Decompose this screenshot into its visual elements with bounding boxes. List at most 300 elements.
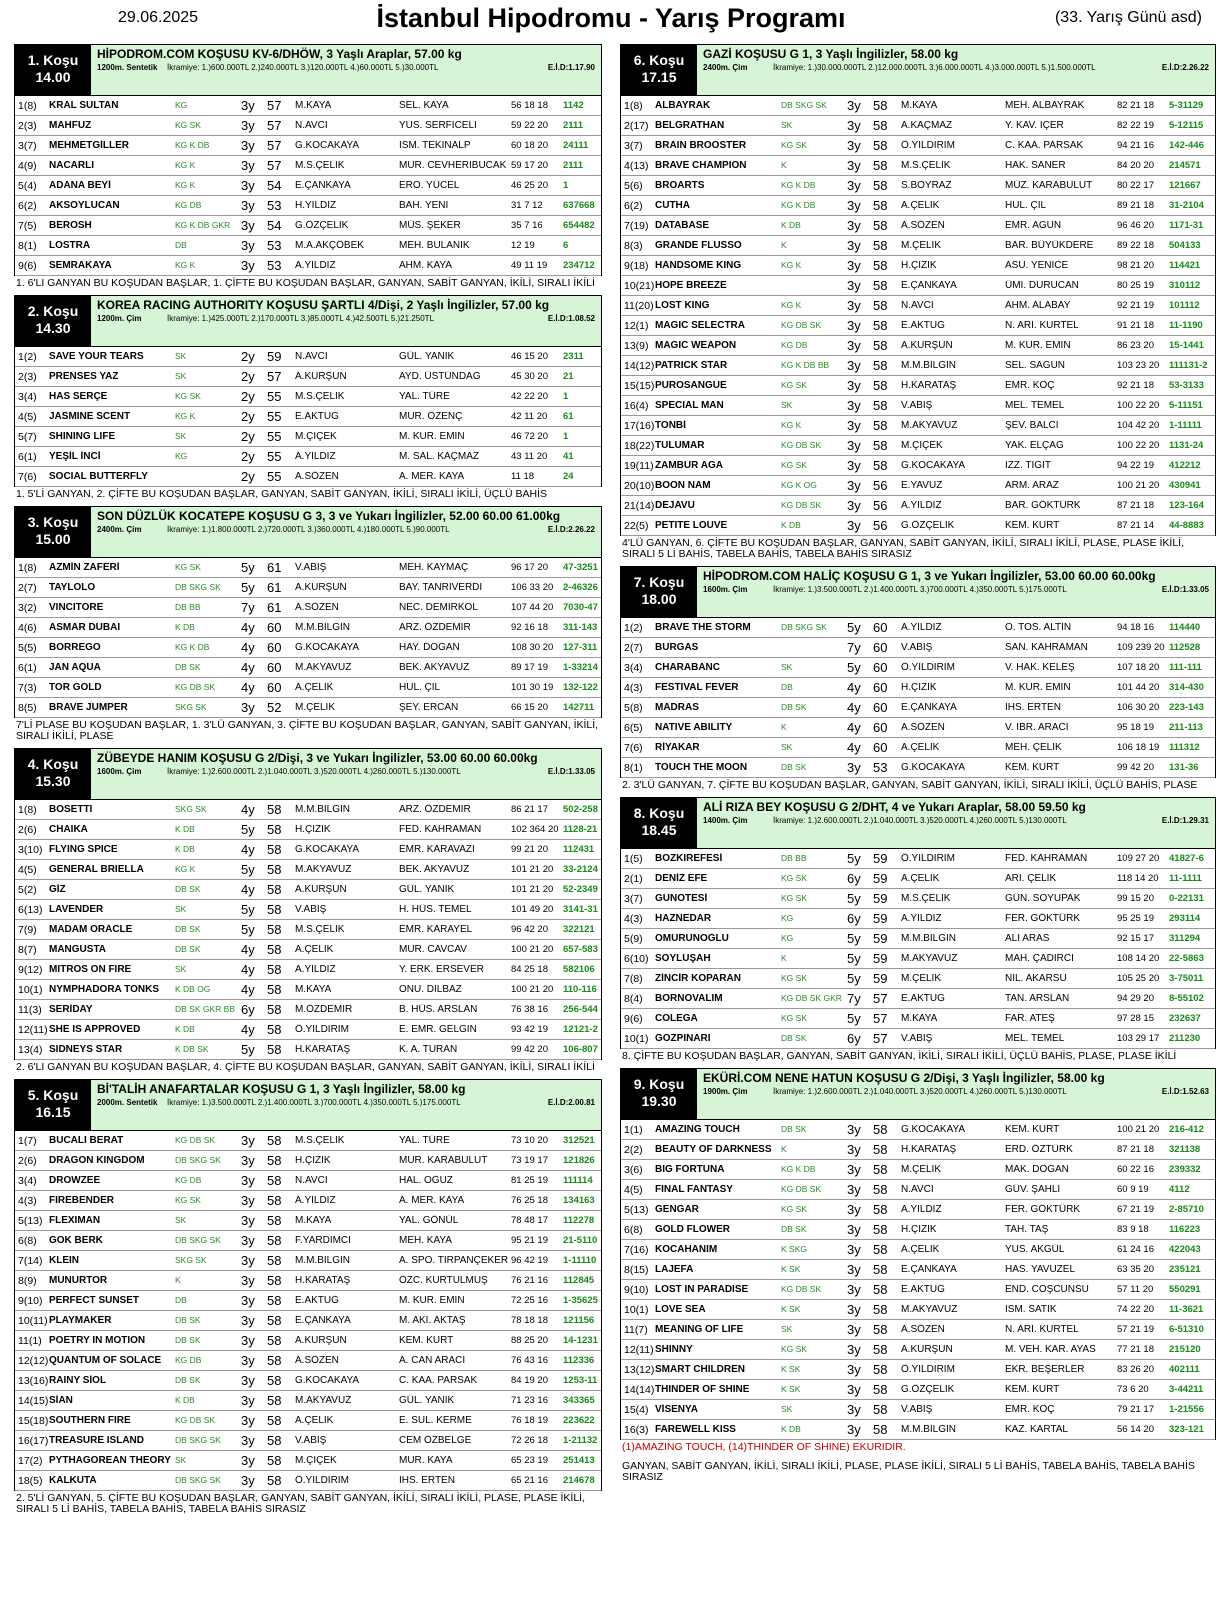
handicap-points: 42 11 20 bbox=[511, 411, 548, 422]
weight: 53 bbox=[873, 760, 888, 775]
horse-name: GENGAR bbox=[655, 1204, 699, 1215]
recent-form: 1-11110 bbox=[563, 1255, 597, 1266]
recent-form: 21-5110 bbox=[563, 1235, 598, 1246]
race-time: 14.30 bbox=[35, 320, 71, 336]
jockey: E.ÇANKAYA bbox=[295, 180, 351, 191]
recent-form: 1142 bbox=[563, 100, 584, 111]
jockey: M.ÇİÇEK bbox=[295, 431, 337, 442]
handicap-points: 31 7 12 bbox=[511, 200, 543, 211]
jockey: M.S.ÇELİK bbox=[295, 391, 345, 402]
horse-age: 5y bbox=[847, 1011, 861, 1026]
race-block bbox=[14, 1079, 602, 1521]
horse-name: LOST IN PARADISE bbox=[655, 1284, 749, 1295]
handicap-points: 100 21 20 bbox=[1117, 1124, 1160, 1135]
weight: 58 bbox=[873, 1122, 888, 1137]
weight: 60 bbox=[873, 680, 888, 695]
recent-form: 314-430 bbox=[1169, 682, 1204, 693]
race-header bbox=[620, 797, 1216, 849]
race-distance: 2000m. Sentetik bbox=[97, 1098, 158, 1107]
race-block bbox=[620, 1068, 1216, 1489]
race-info bbox=[91, 1080, 601, 1130]
entry-row bbox=[621, 678, 1215, 698]
recent-form: 134163 bbox=[563, 1195, 595, 1206]
handicap-points: 95 25 19 bbox=[1117, 913, 1154, 924]
jockey: A.ÇELİK bbox=[295, 1415, 334, 1426]
trainer: MEH. BULANIK bbox=[399, 240, 470, 251]
jockey: H.ÇİZİK bbox=[901, 682, 937, 693]
horse-age: 3y bbox=[241, 1153, 255, 1168]
horse-age: 3y bbox=[241, 158, 255, 173]
race-name: EKÜRİ.COM NENE HATUN KOŞUSU G 2/Dişi, 3 Yaşlı İngilizler, 58.00 kg bbox=[703, 1071, 1105, 1085]
weight: 58 bbox=[267, 982, 282, 997]
horse-number: 13(9) bbox=[624, 340, 649, 352]
horse-number: 16(4) bbox=[624, 400, 649, 412]
equipment: SK bbox=[781, 662, 793, 672]
race-info bbox=[697, 567, 1215, 617]
horse-age: 7y bbox=[847, 991, 861, 1006]
entry-row bbox=[15, 1331, 601, 1351]
horse-age: 5y bbox=[847, 660, 861, 675]
recent-form: 8-55102 bbox=[1169, 993, 1204, 1004]
weight: 59 bbox=[267, 349, 282, 364]
weight: 58 bbox=[267, 1253, 282, 1268]
jockey: A.KURŞUN bbox=[901, 340, 953, 351]
handicap-points: 103 23 20 bbox=[1117, 360, 1160, 371]
entry-row bbox=[621, 1140, 1215, 1160]
race-record: E.İ.D:2.26.22 bbox=[1161, 63, 1209, 72]
recent-form: 235121 bbox=[1169, 1264, 1201, 1275]
handicap-points: 95 18 19 bbox=[1117, 722, 1154, 733]
weight: 58 bbox=[873, 178, 888, 193]
jockey: G.KOCAKAYA bbox=[295, 844, 360, 855]
recent-form: 211-113 bbox=[1169, 722, 1203, 733]
equipment: KG DB SK bbox=[175, 1415, 216, 1425]
weight: 60 bbox=[267, 620, 282, 635]
entry-row bbox=[621, 1120, 1215, 1140]
weight: 58 bbox=[873, 138, 888, 153]
entry-row bbox=[621, 718, 1215, 738]
jockey: M.KAYA bbox=[901, 100, 938, 111]
race-details bbox=[97, 767, 595, 777]
horse-age: 3y bbox=[241, 1473, 255, 1488]
entry-row bbox=[15, 960, 601, 980]
race-header bbox=[620, 1068, 1216, 1120]
recent-form: 1171-31 bbox=[1169, 220, 1204, 231]
equipment: KG K DB bbox=[175, 140, 210, 150]
horse-age: 3y bbox=[847, 1402, 861, 1417]
entry-row bbox=[621, 1180, 1215, 1200]
handicap-points: 76 21 16 bbox=[511, 1275, 548, 1286]
entry-row bbox=[621, 1260, 1215, 1280]
horse-age: 3y bbox=[847, 1382, 861, 1397]
equipment: K SK bbox=[781, 1264, 801, 1274]
entry-row bbox=[15, 1431, 601, 1451]
horse-age: 2y bbox=[241, 409, 255, 424]
handicap-points: 92 21 18 bbox=[1117, 380, 1154, 391]
weight: 58 bbox=[873, 238, 888, 253]
equipment: DB SK bbox=[781, 1124, 807, 1134]
horse-name: NYMPHADORA TONKS bbox=[49, 984, 160, 995]
horse-number: 8(1) bbox=[18, 240, 37, 252]
horse-name: QUANTUM OF SOLACE bbox=[49, 1355, 162, 1366]
horse-age: 3y bbox=[847, 1302, 861, 1317]
trainer: FAR. ATEŞ bbox=[1005, 1013, 1055, 1024]
trainer: BAY. TANRIVERDİ bbox=[399, 582, 483, 593]
handicap-points: 87 21 18 bbox=[1117, 500, 1154, 511]
entry-row bbox=[621, 116, 1215, 136]
recent-form: 121826 bbox=[563, 1155, 595, 1166]
handicap-points: 97 28 15 bbox=[1117, 1013, 1154, 1024]
equipment: KG bbox=[781, 933, 794, 943]
jockey: A.KURŞUN bbox=[901, 1344, 953, 1355]
weight: 58 bbox=[267, 1433, 282, 1448]
recent-form: 6 bbox=[563, 240, 569, 251]
handicap-points: 99 15 20 bbox=[1117, 893, 1154, 904]
horse-name: MADAM ORACLE bbox=[49, 924, 133, 935]
horse-name: PLAYMAKER bbox=[49, 1315, 112, 1326]
entry-row bbox=[621, 96, 1215, 116]
race-record: E.İ.D:1.33.05 bbox=[1161, 585, 1209, 594]
horse-age: 3y bbox=[241, 1333, 255, 1348]
entry-row bbox=[15, 900, 601, 920]
equipment: KG SK bbox=[781, 1013, 807, 1023]
horse-name: NACARLI bbox=[49, 160, 94, 171]
weight: 61 bbox=[267, 560, 282, 575]
entry-row bbox=[15, 347, 601, 367]
handicap-points: 100 22 20 bbox=[1117, 400, 1160, 411]
recent-form: 41827-6 bbox=[1169, 853, 1204, 864]
recent-form: 111114 bbox=[563, 1175, 593, 1186]
weight: 58 bbox=[873, 198, 888, 213]
horse-name: RAINY SİOL bbox=[49, 1375, 107, 1386]
equipment: K bbox=[175, 1275, 181, 1285]
horse-name: DRAGON KINGDOM bbox=[49, 1155, 145, 1166]
trainer: ARZ. ÖZDEMİR bbox=[399, 622, 471, 633]
horse-name: SAVE YOUR TEARS bbox=[49, 351, 144, 362]
trainer: C. KAA. PARSAK bbox=[399, 1375, 478, 1386]
bet-types-note: 4'LÜ GANYAN, 6. ÇİFTE BU KOŞUDAN BAŞLAR, GANYAN, SABİT GANYAN, İKİLİ, SIRALI İKİLİ, PLASE, PLASE İKİLİ, SIRALI 5 Lİ BAHİS, TABELA BAHİS, TABELA BAHİS SIRASIZ bbox=[622, 537, 1184, 560]
trainer: N. ARİ. KURTEL bbox=[1005, 320, 1079, 331]
horse-age: 5y bbox=[847, 951, 861, 966]
horse-name: BRAVE JUMPER bbox=[49, 702, 128, 713]
equipment: SK bbox=[175, 1215, 187, 1225]
horse-age: 3y bbox=[241, 218, 255, 233]
entry-row bbox=[15, 1171, 601, 1191]
handicap-points: 71 23 16 bbox=[511, 1395, 548, 1406]
handicap-points: 100 21 20 bbox=[1117, 480, 1160, 491]
horse-number: 8(1) bbox=[624, 762, 643, 774]
horse-name: HANDSOME KING bbox=[655, 260, 742, 271]
horse-age: 3y bbox=[241, 1133, 255, 1148]
jockey: M.ÇELİK bbox=[901, 240, 942, 251]
entry-row bbox=[15, 618, 601, 638]
equipment: DB SK bbox=[781, 702, 807, 712]
weight: 53 bbox=[267, 258, 282, 273]
weight: 59 bbox=[873, 931, 888, 946]
entry-row bbox=[621, 618, 1215, 638]
entry-table bbox=[14, 1131, 602, 1491]
horse-number: 19(11) bbox=[624, 460, 654, 472]
equipment: KG DB SK bbox=[781, 320, 822, 330]
race-prize: İkramiye: 1.)1.800.000TL 2.)720.000TL 3.)360.000TL 4.)180.000TL 5.)90.000TL bbox=[167, 525, 450, 534]
entry-table bbox=[620, 1120, 1216, 1440]
recent-form: 657-583 bbox=[563, 944, 598, 955]
equipment: DB SKG SK bbox=[781, 100, 827, 110]
handicap-points: 11 18 bbox=[511, 471, 535, 482]
recent-form: 3-44211 bbox=[1169, 1384, 1204, 1395]
horse-number: 7(16) bbox=[624, 1244, 649, 1256]
handicap-points: 82 22 19 bbox=[1117, 120, 1154, 131]
race-details bbox=[97, 525, 595, 535]
trainer: NEC. DEMİRKOL bbox=[399, 602, 478, 613]
equipment: K SKG bbox=[781, 1244, 807, 1254]
weight: 58 bbox=[267, 882, 282, 897]
entry-row bbox=[15, 136, 601, 156]
horse-age: 4y bbox=[241, 1022, 255, 1037]
recent-form: 502-258 bbox=[563, 804, 598, 815]
jockey: A.KAÇMAZ bbox=[901, 120, 953, 131]
race-time: 15.30 bbox=[35, 773, 71, 789]
horse-age: 5y bbox=[847, 620, 861, 635]
race-time: 18.00 bbox=[641, 591, 677, 607]
equipment: KG K OG bbox=[781, 480, 817, 490]
race-day-label: (33. Yarış Günü asd) bbox=[1054, 9, 1202, 26]
race-name: HİPODROM.COM KOŞUSU KV-6/DHÖW, 3 Yaşlı Araplar, 57.00 kg bbox=[97, 47, 462, 61]
horse-name: PYTHAGOREAN THEORY bbox=[49, 1455, 171, 1466]
jockey: M.M.BİLGİN bbox=[901, 933, 957, 944]
handicap-points: 92 16 18 bbox=[511, 622, 548, 633]
trainer: BEK. AKYAVUZ bbox=[399, 662, 470, 673]
jockey: M.M.BİLGİN bbox=[295, 804, 351, 815]
horse-name: VİSENYA bbox=[655, 1404, 698, 1415]
entry-row bbox=[15, 1040, 601, 1060]
recent-form: 1-21132 bbox=[563, 1435, 598, 1446]
handicap-points: 94 22 19 bbox=[1117, 460, 1154, 471]
horse-number: 2(3) bbox=[18, 120, 37, 132]
recent-form: 232637 bbox=[1169, 1013, 1201, 1024]
entry-table bbox=[620, 96, 1216, 536]
horse-name: BIG FORTUNA bbox=[655, 1164, 725, 1175]
recent-form: 239332 bbox=[1169, 1164, 1201, 1175]
race-distance: 1600m. Çim bbox=[97, 767, 142, 776]
horse-name: GÖZPINARI bbox=[655, 1033, 711, 1044]
trainer: M. KUR. EMİN bbox=[1005, 682, 1071, 693]
horse-age: 5y bbox=[241, 922, 255, 937]
jockey: A.SÖZEN bbox=[901, 220, 945, 231]
horse-age: 4y bbox=[847, 680, 861, 695]
race-block bbox=[620, 566, 1216, 797]
handicap-points: 88 25 20 bbox=[511, 1335, 548, 1346]
equipment: K DB OG bbox=[175, 984, 211, 994]
entry-row bbox=[15, 447, 601, 467]
recent-form: 343365 bbox=[563, 1395, 595, 1406]
horse-number: 13(12) bbox=[624, 1364, 654, 1376]
entry-row bbox=[15, 698, 601, 718]
trainer: HUL. ÇİL bbox=[399, 682, 441, 693]
race-block bbox=[14, 748, 602, 1079]
equipment: KG K bbox=[781, 420, 802, 430]
handicap-points: 100 22 20 bbox=[1117, 440, 1160, 451]
trainer: BAR. BÜYÜKDERE bbox=[1005, 240, 1094, 251]
handicap-points: 94 21 16 bbox=[1117, 140, 1154, 151]
race-prize: İkramiye: 1.)600.000TL 2.)240.000TL 3.)120.000TL 4.)60.000TL 5.)30.000TL bbox=[167, 63, 439, 72]
handicap-points: 98 21 20 bbox=[1117, 260, 1154, 271]
trainer: MEL. TEMEL bbox=[1005, 400, 1065, 411]
horse-age: 5y bbox=[241, 1042, 255, 1057]
horse-number: 6(1) bbox=[18, 451, 37, 463]
recent-form: 114440 bbox=[1169, 622, 1201, 633]
weight: 57 bbox=[873, 1031, 888, 1046]
entry-row bbox=[15, 920, 601, 940]
bet-types-note: 8. ÇİFTE BU KOŞUDAN BAŞLAR, GANYAN, SABİT GANYAN, İKİLİ, SIRALI İKİLİ, ÜÇLÜ BAHİS, PLASE, PLASE İKİLİ bbox=[622, 1050, 1177, 1062]
equipment: DB SK bbox=[175, 1335, 201, 1345]
horse-age: 3y bbox=[241, 1413, 255, 1428]
jockey: M.ÇELİK bbox=[295, 702, 336, 713]
trainer: YAK. ELÇAĞ bbox=[1005, 440, 1064, 451]
entry-row bbox=[621, 869, 1215, 889]
entry-row bbox=[621, 1160, 1215, 1180]
recent-form: 5-11151 bbox=[1169, 400, 1203, 411]
entry-row bbox=[621, 136, 1215, 156]
trainer: MUR. CAVCAV bbox=[399, 944, 467, 955]
horse-age: 5y bbox=[241, 862, 255, 877]
entry-row bbox=[621, 1009, 1215, 1029]
horse-name: DEJAVU bbox=[655, 500, 695, 511]
horse-number: 18(5) bbox=[18, 1475, 43, 1487]
entry-row bbox=[15, 1191, 601, 1211]
race-name: HİPODROM.COM HALİÇ KOŞUSU G 1, 3 ve Yukarı İngilizler, 53.00 60.00 60.00kg bbox=[703, 569, 1156, 583]
horse-name: SHINNY bbox=[655, 1344, 693, 1355]
handicap-points: 60 18 20 bbox=[511, 140, 548, 151]
horse-name: BELGRATHAN bbox=[655, 120, 725, 131]
horse-age: 3y bbox=[847, 338, 861, 353]
equipment: K SK bbox=[781, 1364, 801, 1374]
weight: 60 bbox=[873, 660, 888, 675]
recent-form: 12121-2 bbox=[563, 1024, 598, 1035]
horse-name: KRAL SULTAN bbox=[49, 100, 119, 111]
equipment: DB bbox=[175, 240, 187, 250]
handicap-points: 65 23 19 bbox=[511, 1455, 548, 1466]
weight: 58 bbox=[267, 1193, 282, 1208]
trainer: MEL. TEMEL bbox=[1005, 1033, 1065, 1044]
equipment: KG K DB bbox=[781, 200, 816, 210]
recent-form: 127-311 bbox=[563, 642, 598, 653]
horse-number: 2(3) bbox=[18, 371, 37, 383]
trainer: E. SUL. KERME bbox=[399, 1415, 472, 1426]
weight: 58 bbox=[873, 1282, 888, 1297]
horse-number: 5(4) bbox=[18, 180, 37, 192]
jockey: M.AKYAVUZ bbox=[295, 1395, 352, 1406]
race-name: SON DÜZLÜK KOCATEPE KOŞUSU G 3, 3 ve Yukarı İngilizler, 52.00 60.00 61.00kg bbox=[97, 509, 561, 523]
horse-name: GÖK BERK bbox=[49, 1235, 103, 1246]
horse-name: CUTHA bbox=[655, 200, 690, 211]
jockey: M.M.BİLGİN bbox=[295, 1255, 351, 1266]
horse-age: 6y bbox=[847, 1031, 861, 1046]
recent-form: 223-143 bbox=[1169, 702, 1204, 713]
trainer: M. AKİ. AKTAŞ bbox=[399, 1315, 466, 1326]
horse-age: 3y bbox=[241, 1433, 255, 1448]
horse-age: 3y bbox=[847, 158, 861, 173]
entry-row bbox=[621, 849, 1215, 869]
equipment: K DB bbox=[175, 1395, 195, 1405]
trainer: MEH. KAYA bbox=[399, 1235, 452, 1246]
race-name: GAZİ KOŞUSU G 1, 3 Yaşlı İngilizler, 58.00 kg bbox=[703, 47, 959, 61]
horse-name: BOZKIREFESİ bbox=[655, 853, 723, 864]
horse-name: KLEIN bbox=[49, 1255, 79, 1266]
equipment: DB SKG SK bbox=[175, 1155, 221, 1165]
trainer: M. KUR. EMİN bbox=[1005, 340, 1071, 351]
entry-row bbox=[621, 1300, 1215, 1320]
entry-row bbox=[621, 758, 1215, 778]
horse-name: TAYLOLO bbox=[49, 582, 96, 593]
horse-name: MAHFUZ bbox=[49, 120, 92, 131]
race-distance: 1200m. Sentetik bbox=[97, 63, 158, 72]
race-details bbox=[97, 314, 595, 324]
horse-name: SHE IS APPROVED bbox=[49, 1024, 141, 1035]
horse-age: 3y bbox=[847, 278, 861, 293]
race-number-box bbox=[621, 798, 697, 848]
race-record: E.İ.D:1.29.31 bbox=[1161, 816, 1209, 825]
trainer: V. HAK. KELEŞ bbox=[1005, 662, 1075, 673]
race-number-box bbox=[621, 567, 697, 617]
horse-age: 3y bbox=[241, 700, 255, 715]
equipment: KG SK bbox=[175, 562, 201, 572]
handicap-points: 92 21 19 bbox=[1117, 300, 1154, 311]
entry-row bbox=[15, 1000, 601, 1020]
horse-age: 3y bbox=[847, 1142, 861, 1157]
horse-name: BRAVE THE STORM bbox=[655, 622, 751, 633]
jockey: Ö.YILDIRIM bbox=[901, 1364, 955, 1375]
equipment: K DB bbox=[175, 622, 195, 632]
trainer: ARM. ARAZ bbox=[1005, 480, 1059, 491]
entry-row bbox=[15, 820, 601, 840]
entry-row bbox=[15, 236, 601, 256]
jockey: A.KURŞUN bbox=[295, 582, 347, 593]
weight: 58 bbox=[267, 1373, 282, 1388]
weight: 58 bbox=[873, 258, 888, 273]
jockey: A.YILDIZ bbox=[295, 260, 336, 271]
equipment: DB SK bbox=[175, 884, 201, 894]
handicap-points: 96 17 20 bbox=[511, 562, 548, 573]
recent-form: 322121 bbox=[563, 924, 595, 935]
handicap-points: 101 49 20 bbox=[511, 904, 554, 915]
trainer: EKR. BEŞERLER bbox=[1005, 1364, 1085, 1375]
recent-form: 111-111 bbox=[1169, 662, 1202, 673]
horse-number: 16(17) bbox=[18, 1435, 48, 1447]
recent-form: 121667 bbox=[1169, 180, 1201, 191]
jockey: A.YILDIZ bbox=[901, 500, 942, 511]
handicap-points: 86 23 20 bbox=[1117, 340, 1154, 351]
horse-number: 4(3) bbox=[624, 682, 643, 694]
weight: 60 bbox=[873, 640, 888, 655]
jockey: M.AKYAVUZ bbox=[901, 953, 958, 964]
weight: 56 bbox=[873, 478, 888, 493]
equipment: KG K bbox=[175, 180, 196, 190]
race-number-box bbox=[621, 45, 697, 95]
jockey: V.ABİŞ bbox=[901, 400, 933, 411]
trainer: ARZ. ÖZDEMİR bbox=[399, 804, 471, 815]
entry-row bbox=[15, 1291, 601, 1311]
horse-age: 2y bbox=[241, 429, 255, 444]
jockey: M.AKYAVUZ bbox=[295, 662, 352, 673]
equipment: DB SK GKR BB bbox=[175, 1004, 235, 1014]
horse-name: TREASURE ISLAND bbox=[49, 1435, 145, 1446]
equipment: K DB bbox=[175, 1024, 195, 1034]
race-number: 8. Koşu bbox=[633, 805, 685, 821]
weight: 58 bbox=[267, 1233, 282, 1248]
trainer: İHS. ERTEN bbox=[1005, 702, 1061, 713]
handicap-points: 79 21 17 bbox=[1117, 1404, 1154, 1415]
